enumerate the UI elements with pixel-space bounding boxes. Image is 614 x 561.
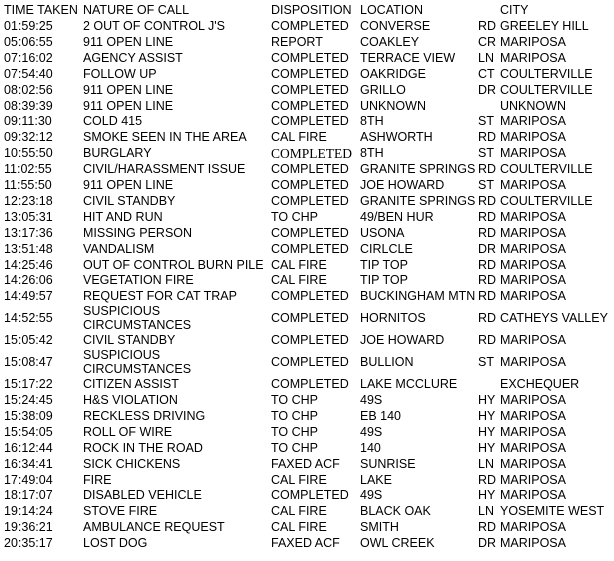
cell-city: CATHEYS VALLEY [500, 311, 608, 326]
cell-nature-of-call: SMOKE SEEN IN THE AREA [83, 130, 247, 145]
cell-disposition: COMPLETED [271, 333, 349, 348]
cell-time-taken: 09:32:12 [4, 130, 53, 145]
cell-time-taken: 11:02:55 [4, 162, 52, 177]
cell-city: MARIPOSA [500, 241, 566, 256]
cell-time-taken: 14:52:55 [4, 311, 53, 326]
cell-location: BUCKINGHAM MTN [360, 289, 476, 304]
cell-street-suffix: CR [478, 34, 497, 49]
cell-time-taken: 13:17:36 [4, 225, 53, 240]
cell-city: MARIPOSA [500, 355, 566, 370]
cell-location: OAKRIDGE [360, 66, 426, 81]
header-city: CITY [500, 3, 529, 17]
cell-location: SUNRISE [360, 456, 416, 471]
cell-time-taken: 15:08:47 [4, 355, 53, 370]
cell-disposition: COMPLETED [271, 98, 349, 113]
cell-time-taken: 14:26:06 [4, 273, 53, 288]
cell-street-suffix: HY [478, 424, 496, 439]
cell-time-taken: 08:02:56 [4, 82, 53, 97]
cell-location: GRANITE SPRINGS [360, 193, 476, 208]
cell-time-taken: 13:51:48 [4, 241, 53, 256]
cell-city: MARIPOSA [500, 146, 566, 161]
cell-time-taken: 09:11:30 [4, 114, 52, 129]
cell-location: COAKLEY [360, 34, 420, 49]
cell-street-suffix: RD [478, 520, 497, 535]
cell-street-suffix: LN [478, 456, 494, 471]
cell-disposition: TO CHP [271, 209, 318, 224]
cell-street-suffix: HY [478, 393, 496, 407]
cell-location: BLACK OAK [360, 504, 431, 519]
cell-time-taken: 14:25:46 [4, 257, 53, 272]
cell-street-suffix: ST [478, 355, 494, 370]
cell-nature-of-call: FIRE [83, 472, 112, 487]
cell-street-suffix: RD [478, 273, 497, 288]
cell-city: MARIPOSA [500, 488, 566, 503]
cell-city: COULTERVILLE [500, 82, 593, 97]
cell-location: CIRLCLE [360, 241, 413, 256]
cell-nature-of-call: 911 OPEN LINE [83, 98, 174, 113]
cell-nature-of-call: OUT OF CONTROL BURN PILE [83, 257, 264, 272]
cell-nature-of-call: 911 OPEN LINE [83, 34, 174, 49]
cell-nature-of-call: DISABLED VEHICLE [83, 488, 202, 503]
cell-city: MARIPOSA [500, 289, 566, 304]
cell-street-suffix: RD [478, 162, 497, 177]
cell-disposition: COMPLETED [271, 162, 349, 177]
cell-street-suffix: LN [478, 504, 494, 519]
cell-city: MARIPOSA [500, 408, 566, 423]
cell-time-taken: 08:39:39 [4, 98, 53, 113]
cell-city: COULTERVILLE [500, 193, 593, 208]
cell-nature-of-call: 911 OPEN LINE [83, 178, 174, 192]
cell-disposition: REPORT [271, 34, 323, 49]
cell-time-taken: 18:17:07 [4, 488, 53, 503]
cell-time-taken: 14:49:57 [4, 289, 53, 304]
cell-nature-of-call: CIVIL/HARASSMENT ISSUE [83, 162, 246, 177]
cell-city: MARIPOSA [500, 114, 566, 129]
cell-city: MARIPOSA [500, 456, 566, 471]
cell-location: EB 140 [360, 408, 402, 423]
cell-city: MARIPOSA [500, 178, 566, 192]
cell-nature-of-call: 2 OUT OF CONTROL J'S [83, 19, 225, 33]
cell-location: BULLION [360, 355, 414, 370]
cell-nature-of-call: ROCK IN THE ROAD [83, 440, 203, 455]
cell-location: GRANITE SPRINGS [360, 162, 476, 177]
header-nature-of-call: NATURE OF CALL [83, 3, 190, 17]
cell-disposition: TO CHP [271, 440, 318, 455]
cell-disposition: FAXED ACF [271, 536, 340, 551]
cell-street-suffix: ST [478, 146, 494, 161]
cell-city: MARIPOSA [500, 225, 566, 240]
cell-disposition: COMPLETED [271, 289, 349, 304]
cell-city: MARIPOSA [500, 333, 566, 348]
cell-location: GRILLO [360, 82, 406, 97]
cell-time-taken: 16:12:44 [4, 440, 53, 455]
cell-nature-of-call: FOLLOW UP [83, 66, 157, 81]
header-location: LOCATION [360, 3, 423, 17]
cell-street-suffix: DR [478, 82, 497, 97]
cell-location: TIP TOP [360, 273, 408, 288]
header-disposition: DISPOSITION [271, 3, 352, 17]
cell-location: 8TH [360, 114, 384, 129]
cell-nature-of-call: H&S VIOLATION [83, 393, 178, 407]
cell-location: LAKE MCCLURE [360, 377, 458, 392]
cell-street-suffix: RD [478, 193, 497, 208]
cell-time-taken: 16:34:41 [4, 456, 53, 471]
cell-street-suffix: HY [478, 408, 496, 423]
cell-street-suffix: RD [478, 225, 497, 240]
cell-street-suffix: RD [478, 257, 497, 272]
cell-time-taken: 19:36:21 [4, 520, 53, 535]
cell-city: MARIPOSA [500, 424, 566, 439]
cell-time-taken: 17:49:04 [4, 472, 53, 487]
cell-city: UNKNOWN [500, 98, 566, 113]
cell-nature-of-call: STOVE FIRE [83, 504, 158, 519]
cell-disposition: FAXED ACF [271, 456, 340, 471]
cell-street-suffix: ST [478, 178, 494, 192]
cell-street-suffix: DR [478, 536, 497, 551]
cell-city: MARIPOSA [500, 273, 566, 288]
cell-time-taken: 15:17:22 [4, 377, 53, 392]
cell-street-suffix: LN [478, 50, 494, 65]
cell-nature-of-call: RECKLESS DRIVING [83, 408, 206, 423]
cell-time-taken: 05:06:55 [4, 34, 53, 49]
cell-location: 140 [360, 440, 381, 455]
cell-street-suffix: ST [478, 114, 494, 129]
cell-location: ASHWORTH [360, 130, 433, 145]
cell-location: USONA [360, 225, 405, 240]
cell-nature-of-call: COLD 415 [83, 114, 143, 129]
cell-disposition: COMPLETED [271, 225, 349, 240]
cell-nature-of-call: CIVIL STANDBY [83, 193, 176, 208]
cell-nature-of-call: VANDALISM [83, 241, 155, 256]
cell-location: TERRACE VIEW [360, 50, 456, 65]
cell-disposition: COMPLETED [271, 50, 349, 65]
cell-time-taken: 10:55:50 [4, 146, 53, 161]
cell-disposition: COMPLETED [271, 241, 349, 256]
cell-nature-of-call: AGENCY ASSIST [83, 50, 183, 65]
cell-street-suffix: DR [478, 241, 497, 256]
cell-location: SMITH [360, 520, 399, 535]
cell-disposition: TO CHP [271, 393, 318, 407]
cell-city: GREELEY HILL [500, 19, 589, 33]
cell-city: EXCHEQUER [500, 377, 580, 392]
cell-street-suffix: HY [478, 488, 496, 503]
cell-disposition: COMPLETED [271, 377, 349, 392]
cell-street-suffix: RD [478, 472, 497, 487]
cell-nature-of-call: VEGETATION FIRE [83, 273, 194, 288]
cell-disposition: COMPLETED [271, 178, 349, 192]
cell-street-suffix: CT [478, 66, 495, 81]
cell-location: 49S [360, 488, 383, 503]
cell-nature-of-call: SUSPICIOUS CIRCUMSTANCES [83, 348, 192, 377]
cell-nature-of-call: SUSPICIOUS CIRCUMSTANCES [83, 304, 192, 333]
cell-location: 49/BEN HUR [360, 209, 434, 224]
cell-time-taken: 01:59:25 [4, 19, 53, 33]
cell-city: MARIPOSA [500, 472, 566, 487]
cell-nature-of-call: HIT AND RUN [83, 209, 163, 224]
cell-nature-of-call: CIVIL STANDBY [83, 333, 176, 348]
cell-location: TIP TOP [360, 257, 408, 272]
cell-location: CONVERSE [360, 19, 431, 33]
cell-disposition: COMPLETED [271, 66, 349, 81]
cell-city: MARIPOSA [500, 50, 566, 65]
cell-nature-of-call: ROLL OF WIRE [83, 424, 173, 439]
cell-disposition: COMPLETED [271, 488, 349, 503]
cell-nature-of-call: BURGLARY [83, 146, 152, 161]
header-time-taken: TIME TAKEN [4, 3, 78, 17]
cell-location: JOE HOWARD [360, 178, 445, 192]
cell-disposition: COMPLETED [271, 114, 349, 129]
cell-disposition: CAL FIRE [271, 472, 327, 487]
cell-location: 8TH [360, 146, 384, 161]
cell-location: JOE HOWARD [360, 333, 445, 348]
cell-time-taken: 13:05:31 [4, 209, 53, 224]
cell-city: MARIPOSA [500, 393, 566, 407]
cell-disposition: TO CHP [271, 408, 318, 423]
cell-disposition: COMPLETED [271, 82, 349, 97]
cell-nature-of-call: MISSING PERSON [83, 225, 193, 240]
cell-disposition: CAL FIRE [271, 257, 327, 272]
cell-nature-of-call: AMBULANCE REQUEST [83, 520, 225, 535]
cell-time-taken: 12:23:18 [4, 193, 53, 208]
cell-nature-of-call: CITIZEN ASSIST [83, 377, 179, 392]
cell-street-suffix: RD [478, 311, 497, 326]
cell-city: MARIPOSA [500, 130, 566, 145]
cell-disposition: CAL FIRE [271, 520, 327, 535]
cell-location: OWL CREEK [360, 536, 435, 551]
cell-location: LAKE [360, 472, 392, 487]
cell-city: MARIPOSA [500, 257, 566, 272]
cell-city: MARIPOSA [500, 209, 566, 224]
cell-disposition: COMPLETED [271, 311, 349, 326]
cell-time-taken: 20:35:17 [4, 536, 53, 551]
cell-disposition: CAL FIRE [271, 504, 327, 519]
cell-disposition: COMPLETED [271, 146, 352, 162]
cell-time-taken: 07:16:02 [4, 50, 53, 65]
cell-street-suffix: RD [478, 289, 497, 304]
cell-time-taken: 19:14:24 [4, 504, 53, 519]
cell-nature-of-call: 911 OPEN LINE [83, 82, 174, 97]
cell-city: COULTERVILLE [500, 162, 593, 177]
cell-disposition: COMPLETED [271, 19, 349, 33]
cell-disposition: COMPLETED [271, 193, 349, 208]
cell-disposition: COMPLETED [271, 355, 349, 370]
cell-city: MARIPOSA [500, 536, 566, 551]
cell-city: MARIPOSA [500, 440, 566, 455]
cell-location: HORNITOS [360, 311, 426, 326]
cell-location: 49S [360, 424, 383, 439]
cell-location: 49S [360, 393, 383, 407]
cell-city: MARIPOSA [500, 520, 566, 535]
cell-time-taken: 11:55:50 [4, 178, 52, 192]
cell-city: MARIPOSA [500, 34, 566, 49]
cell-street-suffix: HY [478, 440, 496, 455]
cell-nature-of-call: LOST DOG [83, 536, 148, 551]
cell-nature-of-call: REQUEST FOR CAT TRAP [83, 289, 237, 304]
cell-time-taken: 15:05:42 [4, 333, 53, 348]
cell-location: UNKNOWN [360, 98, 426, 113]
cell-disposition: CAL FIRE [271, 130, 327, 145]
cell-time-taken: 15:38:09 [4, 408, 53, 423]
cell-time-taken: 15:24:45 [4, 393, 53, 407]
cell-street-suffix: RD [478, 19, 497, 33]
cell-time-taken: 07:54:40 [4, 66, 53, 81]
cell-disposition: TO CHP [271, 424, 318, 439]
cell-city: YOSEMITE WEST [500, 504, 605, 519]
cell-nature-of-call: SICK CHICKENS [83, 456, 181, 471]
cell-city: COULTERVILLE [500, 66, 593, 81]
cell-disposition: CAL FIRE [271, 273, 327, 288]
cell-street-suffix: RD [478, 209, 497, 224]
cell-street-suffix: RD [478, 130, 497, 145]
cell-time-taken: 15:54:05 [4, 424, 53, 439]
cell-street-suffix: RD [478, 333, 497, 348]
